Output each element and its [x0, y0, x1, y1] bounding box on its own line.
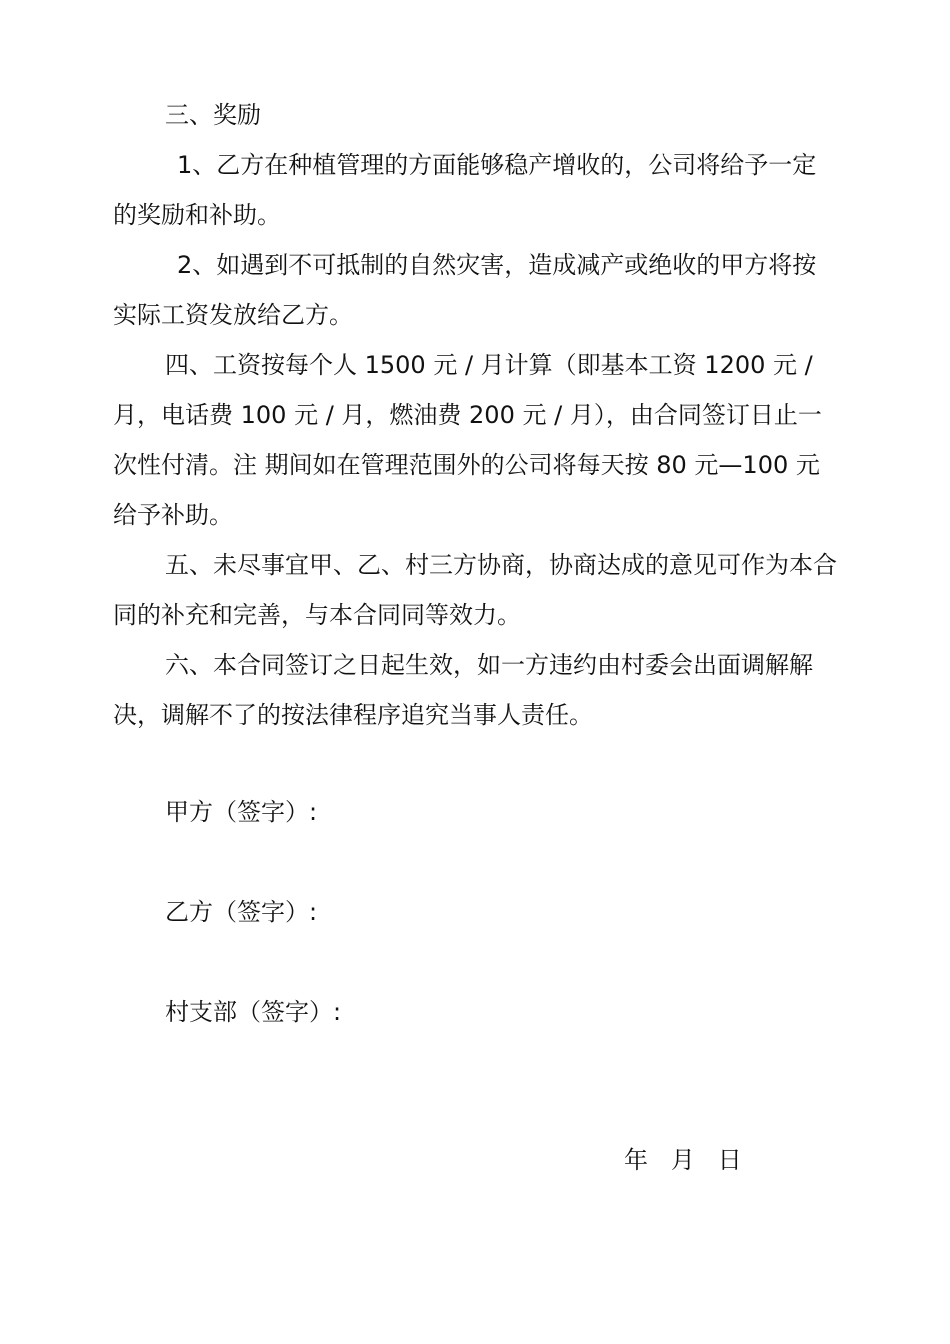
- date-line: 年 月 日: [624, 1146, 742, 1174]
- section-3-item-2: 2、如遇到不可抵制的自然灾害，造成减产或绝收的甲方将按实际工资发放给乙方。: [113, 251, 817, 329]
- section-4-wages: 四、工资按每个人 1500 元 / 月计算（即基本工资 1200 元 / 月，电话费 100 元 / 月，燃油费 200 元 / 月），由合同签订日止一次性付清。注 期间如在管理范围外的公司将每天按 80 元—100 元给予补助。: [113, 351, 822, 529]
- section-5-matters: 五、未尽事宜甲、乙、村三方协商，协商达成的意见可作为本合同的补充和完善，与本合同同等效力。: [113, 551, 837, 629]
- section-6-effect: 六、本合同签订之日起生效，如一方违约由村委会出面调解解决，调解不了的按法律程序追究当事人责任。: [113, 651, 813, 729]
- party-a-signature: 甲方（签字）:: [165, 798, 318, 826]
- party-b-signature: 乙方（签字）:: [165, 898, 318, 926]
- section-3-item-1: 1、乙方在种植管理的方面能够稳产增收的，公司将给予一定的奖励和补助。: [113, 151, 817, 229]
- section-3-heading: 三、奖励: [165, 101, 261, 129]
- village-branch-signature: 村支部（签字）:: [165, 998, 342, 1026]
